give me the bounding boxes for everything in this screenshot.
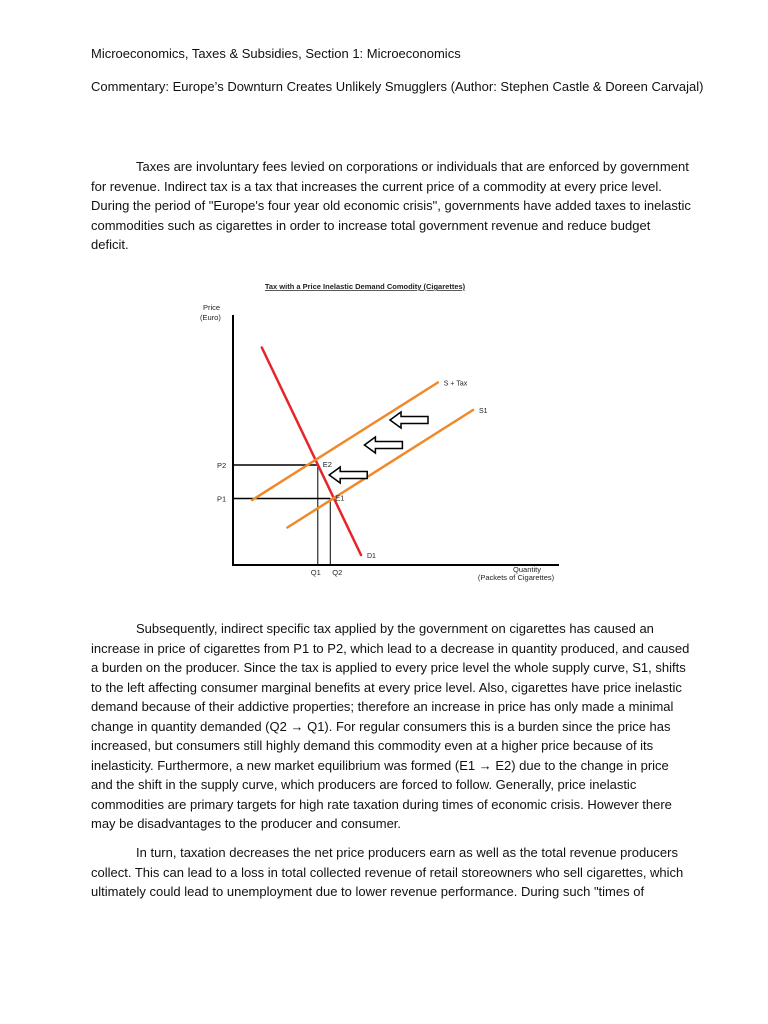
x-axis-label-2: (Packets of Cigarettes) — [477, 573, 555, 582]
paragraph-2: Subsequently, indirect specific tax applied by the government on cigarettes has caused an increase in price of cigarettes from P1 to P2, which lead to a decrease in quantity produced, and caused a burden on the producer. Since the tax is applied to every price level the whole supply curve, S1, shifts to the left affecting consumer marginal benefits at every price level. Also, cigarettes have price inelastic demand because of their addictive properties; therefore an increase in price has only made a minimal change in quantity demanded (Q2 → Q1). For regular consumers this is a burden since the price has increased, but consumers still highly demand this commodity even at a higher price because of its inelasticity. Furthermore, a new market equilibrium was formed (E1 → E2) due to the change in price and the shift in the supply curve, which producers are forced to follow. Generally, price inelastic commodities are primary targets for high rate taxation during times of economic crisis. However there may be disadvantages to the producer and consumer. — [91, 621, 690, 831]
curve-s1 — [287, 410, 473, 528]
x-axis-label-1: Quantity — [513, 565, 541, 574]
curve-label-d1: D1 — [367, 553, 376, 560]
y-axis-label-1: Price — [203, 303, 221, 312]
tick-label-p1: P1 — [217, 494, 227, 504]
tick-label-p2: P2 — [217, 461, 227, 470]
tick-label-q2: Q2 — [332, 568, 343, 577]
y-axis-label-2: (Euro) — [200, 313, 221, 322]
chart-title: Tax with a Price Inelastic Demand Comodity (Cigarettes) — [264, 282, 466, 291]
tax-chart — [195, 275, 575, 587]
equilibrium-label-e1: E1 — [335, 493, 345, 503]
paragraph-3: In turn, taxation decreases the net price producers earn as well as the total revenue producers collect. This can lead to a loss in total collected revenue of retail storeowners who sell cigarettes, which ultimately could lead to unemployment due to lower revenue performance. During such "times of — [91, 845, 684, 899]
curve-d1 — [262, 348, 361, 556]
header-line-2: Commentary: Europe’s Downturn Creates Unlikely Smugglers (Author: Stephen Castle & Doreen Carvajal) — [91, 79, 704, 94]
equilibrium-label-e2: E2 — [322, 460, 332, 469]
paragraph-1: Taxes are involuntary fees levied on corporations or individuals that are enforced by government for revenue. Indirect tax is a tax that increases the current price of a commodity at every price level. During the period of "Europe's four year old economic crisis", governments have added taxes to inelastic commodities such as cigarettes in order to increase total government revenue and reduce budget deficit. — [91, 159, 691, 252]
header-line-1: Microeconomics, Taxes & Subsidies, Section 1: Microeconomics — [91, 46, 461, 61]
curve-s-tax — [252, 383, 438, 501]
shift-arrow-icon — [364, 437, 402, 453]
curve-label-s1: S1 — [479, 408, 488, 415]
shift-arrow-icon — [390, 412, 428, 428]
tick-label-q1: Q1 — [310, 568, 321, 577]
curve-label-s-tax: S + Tax — [443, 380, 468, 388]
